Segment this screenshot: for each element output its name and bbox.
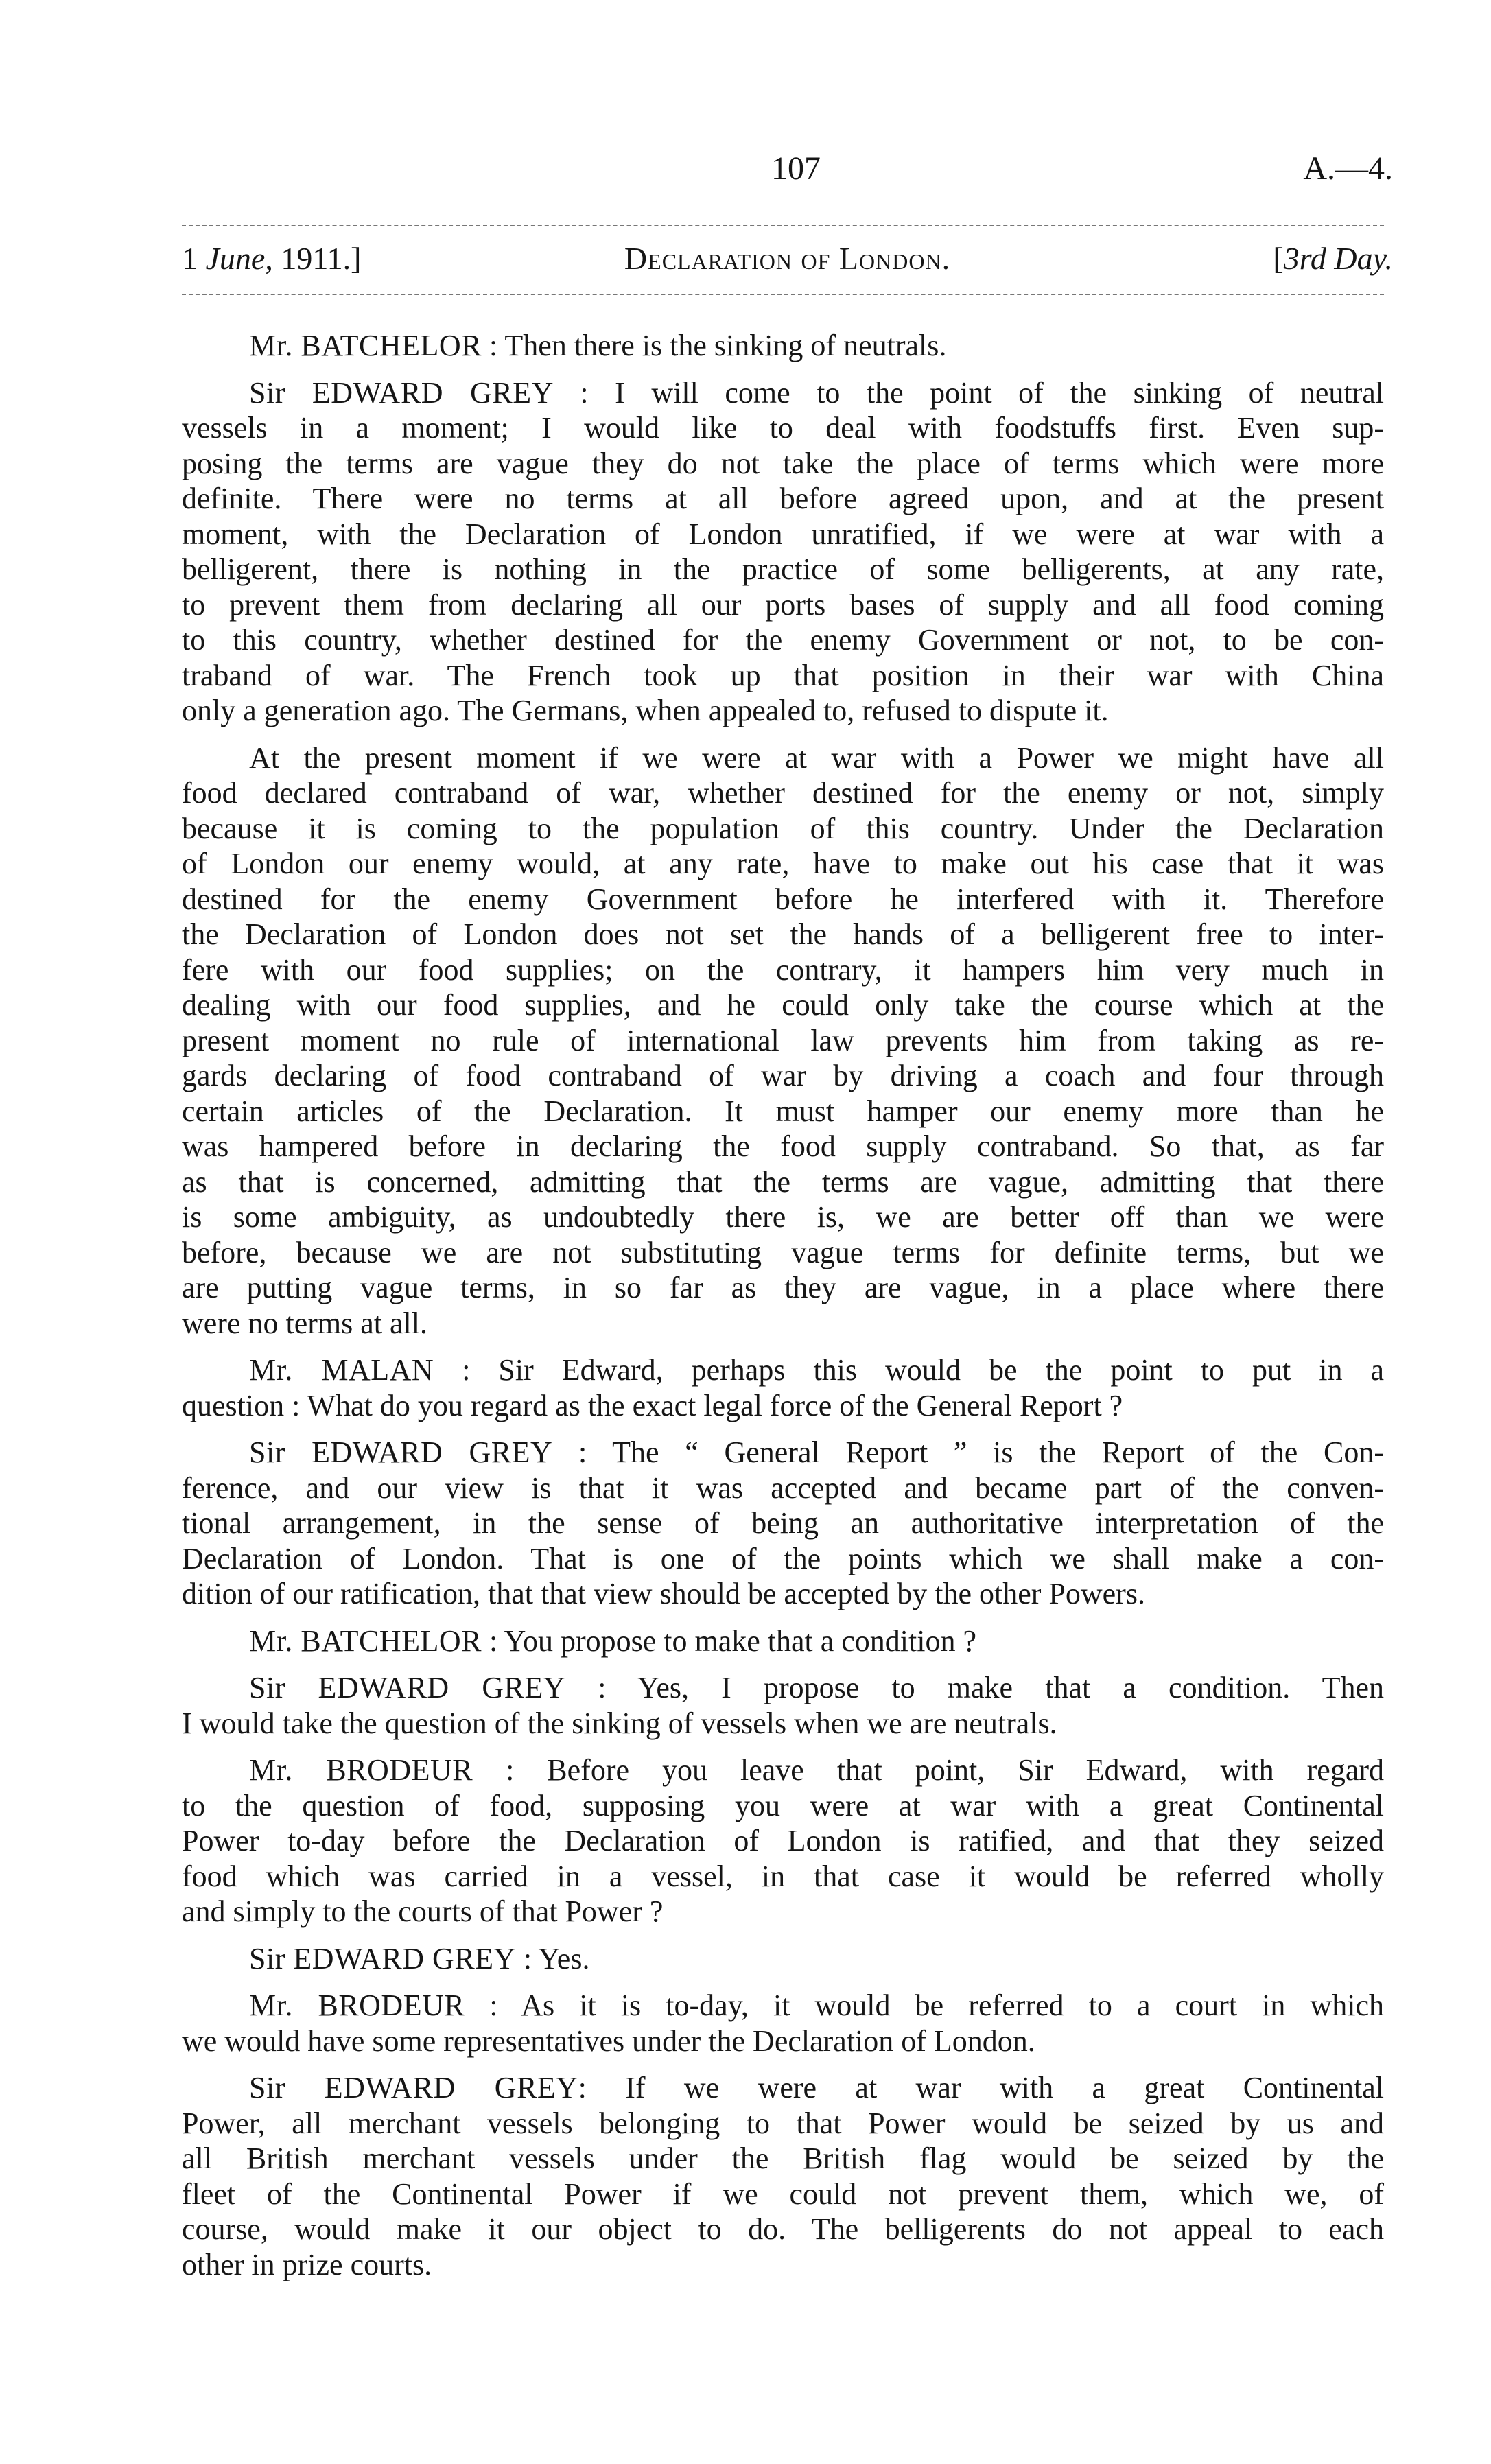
text-line — [182, 2176, 1384, 2212]
line-text: traband of war. The French took up that position in their war with China — [182, 658, 1384, 692]
line-text: food declared contraband of war, whether destined for the enemy or not, simply — [182, 776, 1384, 810]
header-title: Declaration of London. — [624, 241, 951, 276]
speech-paragraph — [182, 1435, 1384, 1612]
text-line — [182, 622, 1384, 658]
text-line — [182, 1129, 1384, 1164]
line-text: : I will come to the point of the sinking of neutral — [553, 375, 1385, 410]
line-text: other in prize courts. — [182, 2247, 432, 2281]
text-line — [182, 1058, 1384, 1094]
line-text: the Declaration of London does not set the hands of a belligerent free to inter- — [182, 917, 1384, 951]
line-text: definite. There were no terms at all before agreed upon, and at the present — [182, 482, 1384, 515]
text-line — [182, 2106, 1384, 2142]
text-line — [182, 1199, 1384, 1235]
line-text: only a generation ago. The Germans, when appealed to, refused to dispute it. — [182, 694, 1109, 727]
text-line — [182, 375, 1384, 411]
text-line — [182, 1094, 1384, 1129]
transcript-body — [182, 328, 1384, 2282]
document-reference: A.—4. — [1303, 150, 1393, 187]
line-text: to the question of food, supposing you were at war with a great Continental — [182, 1788, 1384, 1822]
speaker-name: Mr. BRODEUR — [249, 1753, 473, 1787]
text-line — [182, 987, 1384, 1023]
text-line — [182, 882, 1384, 917]
text-line — [182, 1788, 1384, 1824]
line-text: vessels in a moment; I would like to deal with foodstuffs first. Even sup- — [182, 411, 1384, 445]
line-text: I would take the question of the sinking of vessels when we are neutrals. — [182, 1706, 1057, 1740]
text-line — [182, 1894, 1384, 1929]
speech-paragraph — [182, 1352, 1384, 1423]
line-text: : Yes. — [515, 1941, 590, 1975]
line-text: certain articles of the Declaration. It must hamper our enemy more than he — [182, 1094, 1384, 1128]
line-text: gards declaring of food contraband of war by driving a coach and four through — [182, 1059, 1384, 1092]
line-text: was hampered before in declaring the food supply contraband. So that, as far — [182, 1129, 1384, 1163]
text-line — [182, 1235, 1384, 1271]
line-text: to prevent them from declaring all our ports bases of supply and all food coming — [182, 587, 1384, 622]
line-text: course, would make it our object to do. The belligerents do not appeal to each — [182, 2212, 1384, 2246]
line-text: before, because we are not substituting vague terms for definite terms, but we — [182, 1235, 1384, 1269]
speech-paragraph — [182, 740, 1384, 1341]
speaker-name: Sir EDWARD GREY — [249, 2071, 578, 2104]
text-line — [182, 1859, 1384, 1894]
header-day: [3rd Day. — [1273, 241, 1393, 276]
line-text: moment, with the Declaration of London unratified, if we were at war with a — [182, 517, 1384, 551]
text-line — [182, 693, 1384, 729]
text-line — [182, 846, 1384, 882]
text-line — [182, 775, 1384, 811]
text-line — [182, 1306, 1384, 1341]
text-line — [182, 811, 1384, 847]
line-text: : You propose to make that a condition ? — [481, 1623, 976, 1658]
line-text: dition of our ratification, that that view should be accepted by the other Powers. — [182, 1577, 1145, 1610]
text-line — [182, 1576, 1384, 1612]
line-text: were no terms at all. — [182, 1306, 427, 1340]
line-text: tional arrangement, in the sense of being an authoritative interpretation of the — [182, 1506, 1384, 1540]
text-line — [182, 2070, 1384, 2106]
speaker-name: Sir EDWARD GREY — [249, 1671, 566, 1704]
text-line — [182, 1988, 1384, 2023]
text-line — [182, 1435, 1384, 1470]
text-line — [182, 740, 1384, 776]
line-text: of London our enemy would, at any rate, have to make out his case that it was — [182, 847, 1384, 880]
line-text: Declaration of London. That is one of the points which we shall make a con- — [182, 1541, 1384, 1575]
speech-paragraph — [182, 1988, 1384, 2058]
text-line — [182, 1388, 1384, 1424]
text-line — [182, 2247, 1384, 2283]
line-text: we would have some representatives under the Declaration of London. — [182, 2023, 1035, 2058]
line-text: ference, and our view is that it was accepted and became part of the conven- — [182, 1470, 1384, 1505]
text-line — [182, 2141, 1384, 2176]
text-line — [182, 1023, 1384, 1059]
line-text: present moment no rule of international law prevents him from taking as re- — [182, 1023, 1384, 1057]
line-text: : Before you leave that point, Sir Edward, with regard — [473, 1753, 1384, 1787]
text-line — [182, 1352, 1384, 1388]
text-line — [182, 1505, 1384, 1541]
line-text: to this country, whether destined for the enemy Government or not, to be con- — [182, 623, 1384, 657]
text-line — [182, 1706, 1384, 1741]
text-line — [182, 446, 1384, 482]
text-line — [182, 2211, 1384, 2247]
text-line — [182, 1670, 1384, 1706]
header-date: 1 June, 1911.] — [182, 241, 362, 276]
line-text: dealing with our food supplies, and he could only take the course which at the — [182, 988, 1384, 1022]
speech-paragraph — [182, 1941, 1384, 1977]
speaker-name: Sir EDWARD GREY — [249, 375, 554, 410]
line-text: fere with our food supplies; on the contrary, it hampers him very much in — [182, 952, 1384, 987]
line-text: : Sir Edward, perhaps this would be the point to put in a — [434, 1353, 1384, 1387]
line-text: and simply to the courts of that Power ? — [182, 1894, 664, 1928]
line-text: because it is coming to the population of this country. Under the Declaration — [182, 811, 1384, 845]
text-line — [182, 1941, 1384, 1977]
text-line — [182, 917, 1384, 952]
line-text: fleet of the Continental Power if we could not prevent them, which we, of — [182, 2176, 1384, 2211]
text-line — [182, 658, 1384, 694]
line-text: food which was carried in a vessel, in that case it would be referred wholly — [182, 1859, 1384, 1893]
line-text: Power, all merchant vessels belonging to that Power would be seized by us and — [182, 2106, 1384, 2140]
speech-paragraph — [182, 1752, 1384, 1929]
text-line — [182, 952, 1384, 988]
line-text: is some ambiguity, as undoubtedly there is, we are better off than we were — [182, 1200, 1384, 1234]
speech-paragraph — [182, 328, 1384, 364]
line-text: all British merchant vessels under the British flag would be seized by the — [182, 2142, 1384, 2175]
header-rule-bottom — [182, 294, 1384, 295]
speaker-name: Sir EDWARD GREY — [249, 1941, 516, 1975]
speech-paragraph — [182, 375, 1384, 729]
speaker-name: Mr. MALAN — [249, 1353, 434, 1387]
line-text: : The “ General Report ” is the Report of the Con- — [552, 1435, 1385, 1469]
line-text: question : What do you regard as the exact legal force of the General Report ? — [182, 1388, 1123, 1422]
speaker-name: Mr. BATCHELOR — [249, 1623, 482, 1658]
line-text: belligerent, there is nothing in the practice of some belligerents, at any rate, — [182, 552, 1384, 586]
text-line — [182, 587, 1384, 623]
speech-paragraph — [182, 1670, 1384, 1741]
speaker-name: Mr. BATCHELOR — [249, 329, 482, 362]
line-text: Power to-day before the Declaration of London is ratified, and that they seized — [182, 1824, 1384, 1857]
line-text: : As it is to-day, it would be referred to a court in which — [465, 1988, 1384, 2022]
text-line — [182, 328, 1384, 364]
text-line — [182, 1623, 1384, 1659]
speech-paragraph — [182, 2070, 1384, 2282]
line-text: At the present moment if we were at war with a Power we might have all — [249, 740, 1384, 775]
text-line — [182, 410, 1384, 446]
line-text: posing the terms are vague they do not take the place of terms which were more — [182, 446, 1384, 480]
speech-paragraph — [182, 1623, 1384, 1659]
text-line — [182, 1164, 1384, 1200]
text-line — [182, 1541, 1384, 1577]
text-line — [182, 552, 1384, 587]
text-line — [182, 1752, 1384, 1788]
line-text: destined for the enemy Government before he interfered with it. Therefore — [182, 882, 1384, 916]
line-text: : If we were at war with a great Continental — [578, 2071, 1385, 2104]
text-line — [182, 517, 1384, 552]
line-text: : Yes, I propose to make that a condition. Then — [565, 1671, 1384, 1704]
text-line — [182, 1823, 1384, 1859]
page-number: 107 — [771, 150, 821, 187]
line-text: are putting vague terms, in so far as they are vague, in a place where there — [182, 1271, 1384, 1304]
header-rule-top — [182, 225, 1384, 226]
speaker-name: Sir EDWARD GREY — [249, 1435, 553, 1469]
text-line — [182, 2023, 1384, 2059]
text-line — [182, 481, 1384, 517]
text-line — [182, 1270, 1384, 1306]
running-header — [182, 240, 1393, 279]
speaker-name: Mr. BRODEUR — [249, 1988, 465, 2022]
line-text: as that is concerned, admitting that the terms are vague, admitting that there — [182, 1164, 1384, 1199]
text-line — [182, 1470, 1384, 1506]
line-text: : Then there is the sinking of neutrals. — [481, 329, 947, 362]
